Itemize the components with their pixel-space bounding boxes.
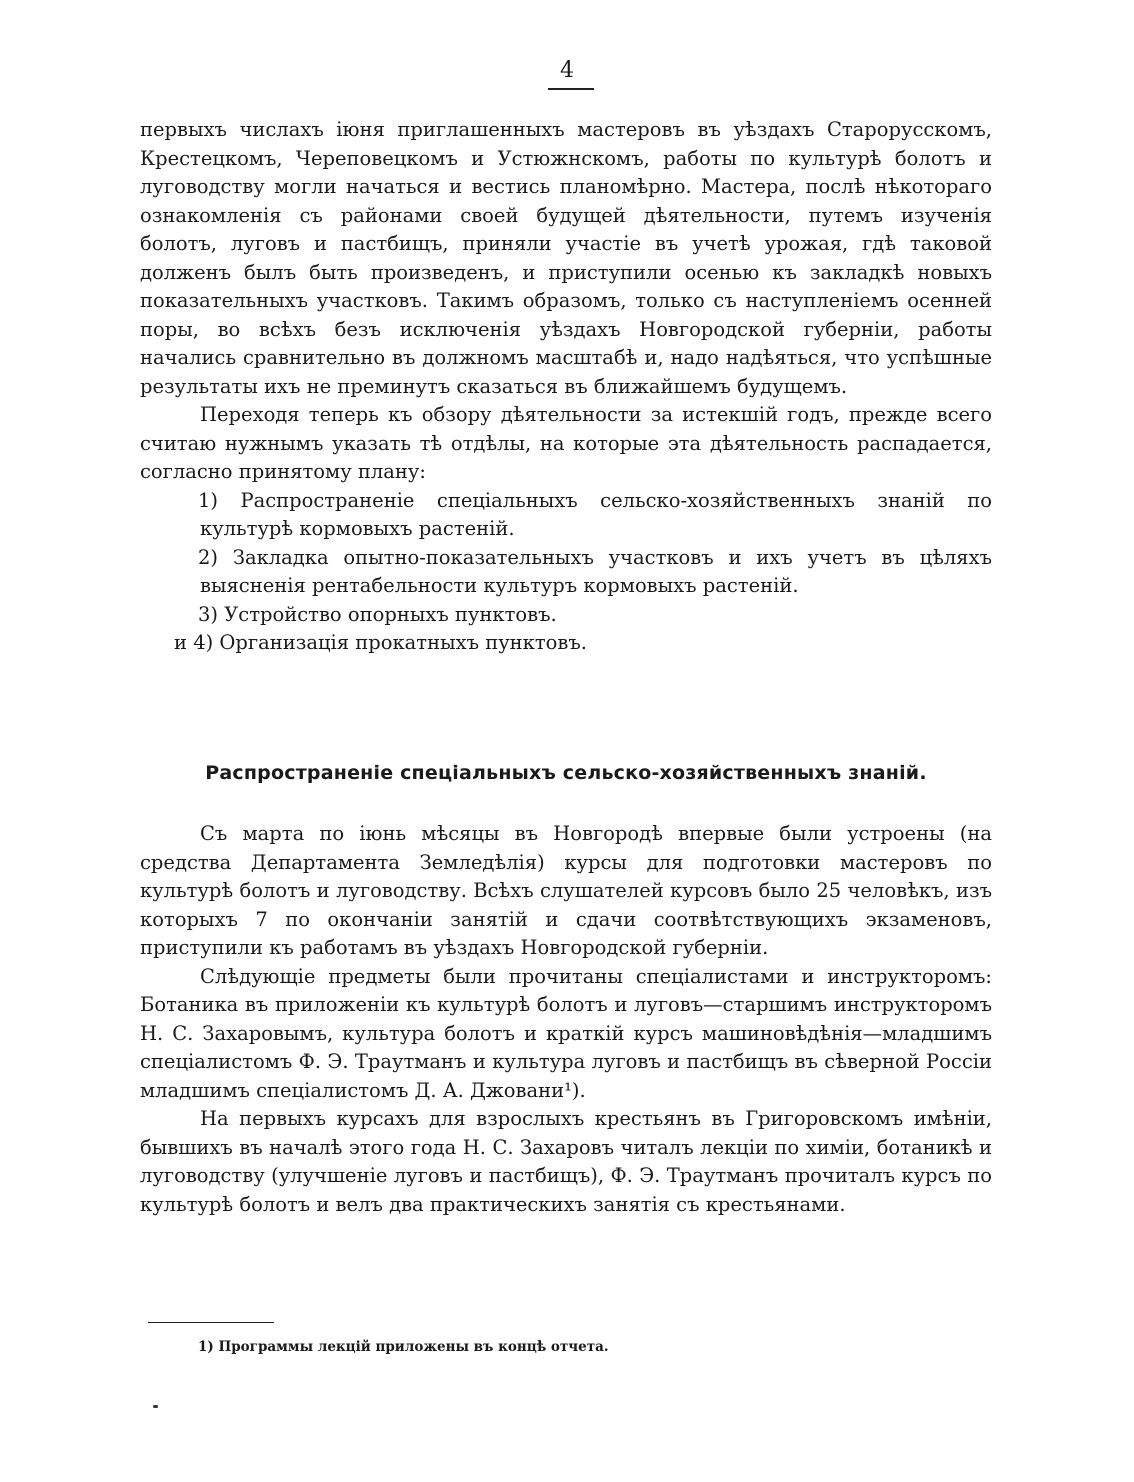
list-item: 3) Устройство опорныхъ пунктовъ. xyxy=(198,602,557,626)
list-item: 1) Распространеніе спеціальныхъ сельско-хозяйственныхъ знаній по культурѣ кормовыхъ растеній. xyxy=(198,488,992,540)
page-number: 4 xyxy=(560,58,574,83)
list-item: и 4) Организація прокатныхъ пунктовъ. xyxy=(174,631,587,654)
section-heading: Распространеніе спеціальныхъ сельско-хозяйственныхъ знаній. xyxy=(205,762,927,784)
paragraph: Съ марта по іюнь мѣсяцы въ Новгородѣ впервые были устроены (на средства Департамента Земледѣлія) курсы для подготовки мастеровъ по культурѣ болотъ и луговодству. Всѣхъ слушателей курсовъ было 25 человѣкъ, изъ которыхъ 7 по окончаніи занятій и сдачи соотвѣтствующихъ экзаменовъ, приступили къ работамъ въ уѣздахъ Новгородской губерніи. xyxy=(140,822,992,959)
list-item: 2) Закладка опытно-показательныхъ участковъ и ихъ учетъ въ цѣляхъ выясненія рентабельности культуръ кормовыхъ растеній. xyxy=(198,545,992,597)
body-text-top xyxy=(140,116,992,658)
paragraph: На первыхъ курсахъ для взрослыхъ крестьянъ въ Григоровскомъ имѣніи, бывшихъ въ началѣ этого года Н. С. Захаровъ читалъ лекціи по химіи, ботаникѣ и луговодству (улучшеніе луговъ и пастбищъ), Ф. Э. Траутманъ прочиталъ курсъ по культурѣ болотъ и велъ два практическихъ занятія съ крестьянами. xyxy=(140,1107,992,1216)
paragraph: Слѣдующіе предметы были прочитаны спеціалистами и инструкторомъ: Ботаника въ приложеніи къ культурѣ болотъ и луговъ—старшимъ инструкторомъ Н. С. Захаровымъ, культура болотъ и краткій курсъ машиновѣдѣнія—младшимъ спеціалистомъ Ф. Э. Траутманъ и культура луговъ и пастбищъ въ сѣверной Россіи младшимъ спеціалистомъ Д. А. Джовани¹). xyxy=(140,964,992,1102)
body-text-bottom xyxy=(140,820,992,1219)
paragraph: Переходя теперь къ обзору дѣятельности за истекшій годъ, прежде всего считаю нужнымъ указать тѣ отдѣлы, на которые эта дѣятельность распадается, согласно принятому плану: xyxy=(140,403,992,483)
paragraph: первыхъ числахъ іюня приглашенныхъ мастеровъ въ уѣздахъ Старорусскомъ, Крестецкомъ, Череповецкомъ и Устюжнскомъ, работы по культурѣ болотъ и луговодству могли начаться и вестись планомѣрно. Мастера, послѣ нѣкотораго ознакомленія съ районами своей будущей дѣятельности, путемъ изученія болотъ, луговъ и пастбищъ, приняли участіе въ учетѣ урожая, гдѣ таковой долженъ былъ быть произведенъ, и приступили осенью къ закладкѣ новыхъ показательныхъ участковъ. Такимъ образомъ, только съ наступленіемъ осенней поры, во всѣхъ безъ исключенія уѣздахъ Новгородской губерніи, работы начались сравнительно въ должномъ масштабѣ и, надо надѣяться, что успѣшные результаты ихъ не преминутъ сказаться въ ближайшемъ будущемъ. xyxy=(140,118,992,398)
page-number-rule xyxy=(548,88,594,90)
footnote: 1) Программы лекцій приложены въ концѣ отчета. xyxy=(198,1339,609,1355)
footnote-rule xyxy=(148,1322,274,1323)
scan-speck xyxy=(153,1405,158,1408)
